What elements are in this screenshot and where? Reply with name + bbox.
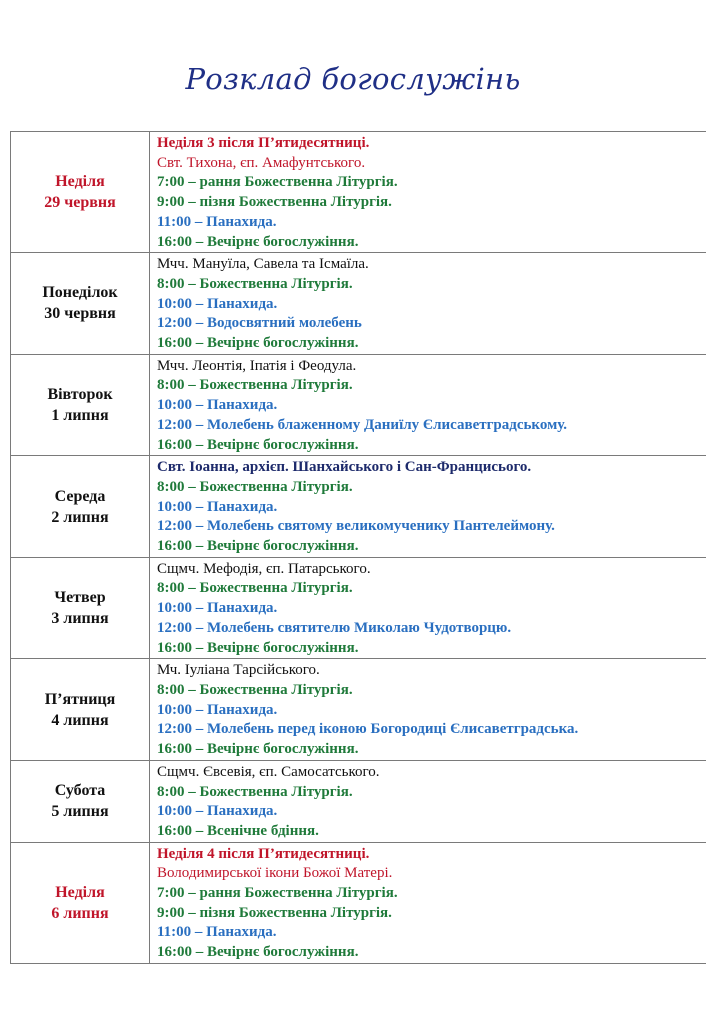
day-cell (11, 760, 150, 842)
day-date: 1 липня (51, 406, 109, 424)
service-line: 8:00 – Божественна Літургія. (157, 478, 353, 495)
service-line: 16:00 – Вечірнє богослужіння. (157, 436, 359, 453)
schedule-row (11, 659, 706, 761)
service-line: 16:00 – Вечірнє богослужіння. (157, 335, 359, 352)
service-line: 7:00 – рання Божественна Літургія. (157, 174, 398, 191)
service-line: 16:00 – Вечірнє богослужіння. (157, 233, 359, 250)
service-line: 10:00 – Панахида. (157, 498, 278, 515)
day-date: 30 червня (44, 305, 116, 323)
service-line: 8:00 – Божественна Літургія. (157, 377, 353, 394)
schedule-row (11, 557, 706, 659)
day-date: 2 липня (51, 508, 109, 526)
day-cell (11, 842, 150, 963)
schedule-row (11, 354, 706, 456)
services-cell (150, 659, 706, 761)
day-name: Неділя (55, 883, 105, 901)
schedule-body (11, 132, 706, 964)
schedule-row (11, 842, 706, 963)
services-cell (150, 557, 706, 659)
feast-line: Мчч. Леонтія, Іпатія і Феодула. (157, 357, 357, 374)
day-name: Вівторок (47, 385, 113, 403)
day-name: Четвер (54, 589, 106, 607)
service-line: 8:00 – Божественна Літургія. (157, 275, 353, 292)
service-line: 12:00 – Водосвятний молебень (157, 315, 362, 332)
service-line: 10:00 – Панахида. (157, 803, 278, 820)
service-line: 12:00 – Молебень перед іконою Богородиці Єлисаветградська. (157, 721, 579, 738)
day-name: Субота (54, 782, 106, 800)
service-line: Свт. Тихона, єп. Амафунтського. (157, 154, 366, 171)
feast-line: Мчч. Мануїла, Савела та Ісмаїла. (157, 256, 369, 273)
day-name: Неділя (55, 173, 105, 191)
schedule-row (11, 253, 706, 355)
services-cell (150, 354, 706, 456)
day-cell (11, 659, 150, 761)
service-line: 10:00 – Панахида. (157, 600, 278, 617)
service-line: 9:00 – пізня Божественна Літургія. (157, 194, 392, 211)
day-name: Середа (54, 487, 106, 505)
day-cell (11, 253, 150, 355)
service-line: 7:00 – рання Божественна Літургія. (157, 885, 398, 902)
schedule-table (10, 131, 706, 964)
day-name: Понеділок (42, 284, 118, 302)
service-line: 8:00 – Божественна Літургія. (157, 681, 353, 698)
day-date: 4 липня (51, 711, 109, 729)
day-name: П’ятниця (44, 690, 116, 708)
day-date: 3 липня (51, 610, 109, 628)
service-line: 10:00 – Панахида. (157, 295, 278, 312)
service-line: 9:00 – пізня Божественна Літургія. (157, 904, 392, 921)
service-line: 12:00 – Молебень святому великомученику Пантелеймону. (157, 518, 555, 535)
service-line: 12:00 – Молебень блаженному Даниїлу Єлисаветградському. (157, 416, 568, 433)
service-line: 16:00 – Вечірнє богослужіння. (157, 944, 359, 961)
day-cell (11, 132, 150, 253)
schedule-row (11, 760, 706, 842)
day-date: 29 червня (44, 194, 116, 212)
service-line: 11:00 – Панахида. (157, 924, 277, 941)
feast-line: Мч. Іуліана Тарсійського. (157, 662, 320, 679)
day-cell (11, 354, 150, 456)
day-cell (11, 456, 150, 558)
service-line: 8:00 – Божественна Літургія. (157, 580, 353, 597)
service-line: 10:00 – Панахида. (157, 701, 278, 718)
feast-line: Неділя 3 після П’ятидесятниці. (157, 135, 370, 151)
service-line: Володимирської ікони Божої Матері. (157, 865, 393, 882)
day-date: 5 липня (51, 803, 109, 821)
service-line: 16:00 – Вечірнє богослужіння. (157, 741, 359, 758)
page-title: Розклад богослужінь (185, 62, 521, 96)
services-cell (150, 842, 706, 963)
service-line: 16:00 – Вечірнє богослужіння. (157, 639, 359, 656)
service-line: 8:00 – Божественна Літургія. (157, 783, 353, 800)
schedule-row (11, 132, 706, 253)
service-line: 16:00 – Вечірнє богослужіння. (157, 538, 359, 555)
feast-line: Свт. Іоанна, архієп. Шанхайського і Сан-Францисього. (157, 459, 532, 476)
service-line: 11:00 – Панахида. (157, 213, 277, 230)
service-line: 12:00 – Молебень святителю Миколаю Чудотворцю. (157, 619, 512, 636)
service-line: 10:00 – Панахида. (157, 397, 278, 414)
services-cell (150, 132, 706, 253)
schedule-row (11, 456, 706, 558)
services-cell (150, 760, 706, 842)
service-line: 16:00 – Всенічне бдіння. (157, 822, 319, 839)
services-cell (150, 456, 706, 558)
services-cell (150, 253, 706, 355)
day-date: 6 липня (51, 904, 109, 922)
feast-line: Сщмч. Євсевія, єп. Самосатського. (157, 763, 380, 780)
day-cell (11, 557, 150, 659)
feast-line: Неділя 4 після П’ятидесятниці. (157, 845, 370, 862)
feast-line: Сщмч. Мефодія, єп. Патарського. (157, 560, 371, 577)
